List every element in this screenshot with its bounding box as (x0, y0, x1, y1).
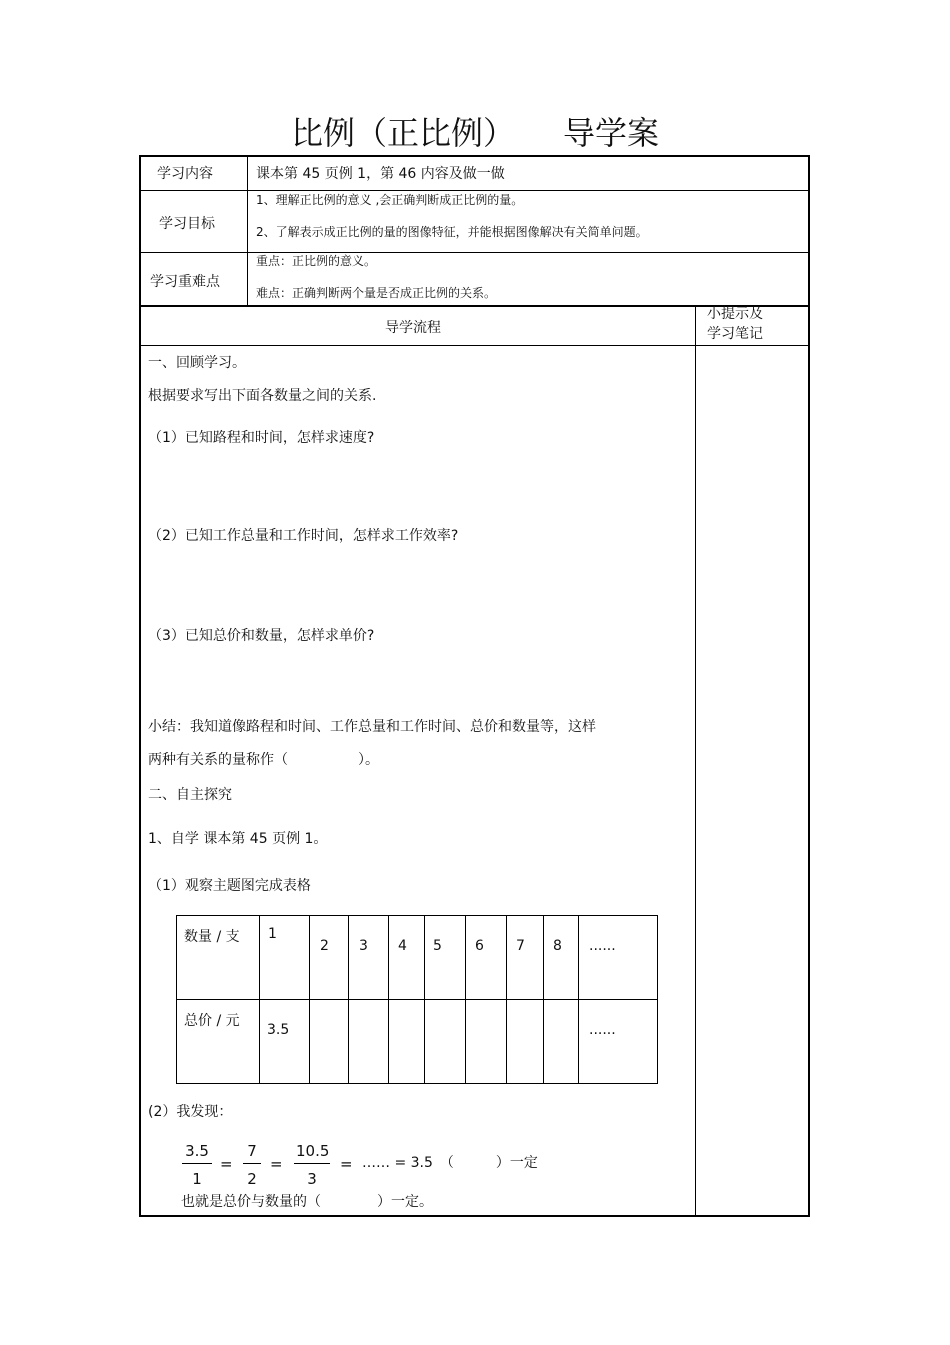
section-2-title: 二、自主探究 (148, 787, 232, 803)
objective-label: 学习目标 (159, 216, 215, 232)
table-cell: 2 (320, 938, 329, 954)
fraction-denominator: 1 (192, 1170, 202, 1188)
label-column-divider (247, 157, 248, 305)
row-divider (141, 190, 808, 191)
fraction-numerator: 7 (243, 1142, 261, 1164)
fraction-1 (182, 1142, 212, 1188)
fraction-numerator: 3.5 (182, 1142, 212, 1164)
key-point: 重点：正比例的意义。 (256, 254, 377, 268)
conclusion: 也就是总价与数量的（ ）一定。 (181, 1194, 433, 1210)
table-row (177, 1000, 658, 1084)
fraction-denominator: 2 (247, 1170, 257, 1188)
table-cell: 5 (433, 938, 442, 954)
section-2-item-1: 1、自学 课本第 45 页例 1。 (148, 831, 328, 847)
question-1: （1）已知路程和时间，怎样求速度? (148, 430, 375, 446)
equals-sign: = (220, 1155, 233, 1173)
table-cell: ...... (589, 938, 616, 954)
table-cell: 3 (359, 938, 368, 954)
section-1-title: 一、回顾学习。 (148, 355, 246, 371)
flow-header: 导学流程 (385, 320, 441, 336)
notes-column-divider (695, 307, 696, 1215)
question-3: （3）已知总价和数量，怎样求单价? (148, 628, 375, 644)
fraction-numerator: 10.5 (294, 1142, 330, 1164)
table-row (177, 916, 658, 1000)
summary-line-2: 两种有关系的量称作（ ）。 (148, 752, 379, 768)
table-cell: 8 (553, 938, 562, 954)
table-cell: 3.5 (267, 1022, 290, 1038)
table-cell: ...... (589, 1022, 616, 1038)
table-cell: 7 (516, 938, 525, 954)
section-2-sub-2: (2）我发现： (148, 1104, 233, 1120)
difficult-point: 难点：正确判断两个量是否成正比例的关系。 (256, 286, 497, 300)
equals-sign: = (340, 1155, 353, 1173)
content-value: 课本第 45 页例 1，第 46 内容及做一做 (256, 166, 505, 182)
row-divider (141, 252, 808, 253)
section-1-intro: 根据要求写出下面各数量之间的关系. (148, 388, 377, 404)
summary-line-1: 小结：我知道像路程和时间、工作总量和工作时间、总价和数量等，这样 (148, 719, 596, 735)
table-cell: 4 (398, 938, 407, 954)
objective-2: 2、了解表示成正比例的量的图像特征，并能根据图像解决有关简单问题。 (256, 225, 648, 239)
fraction-denominator: 3 (307, 1170, 317, 1188)
notes-header: 小提示及 (707, 306, 763, 322)
key-points-label: 学习重难点 (150, 274, 220, 290)
flow-header-divider (141, 345, 808, 346)
table-cell: 数量 / 支 (184, 929, 240, 945)
question-2: （2）已知工作总量和工作时间，怎样求工作效率? (148, 528, 459, 544)
price-quantity-table (176, 915, 658, 1084)
table-cell: 1 (268, 926, 277, 942)
notes-header: 学习笔记 (707, 326, 763, 342)
equals-sign: = (270, 1155, 283, 1173)
fraction-2 (243, 1142, 261, 1188)
equation-tail: …… = 3.5 （ ）一定 (362, 1155, 538, 1171)
page-title: 比例（正比例） 导学案 (290, 114, 659, 152)
section-2-sub-1: （1）观察主题图完成表格 (148, 878, 311, 894)
table-cell: 总价 / 元 (184, 1013, 240, 1029)
table-cell: 6 (475, 938, 484, 954)
objective-1: 1、理解正比例的意义 ,会正确判断成正比例的量。 (256, 193, 524, 207)
fraction-3 (294, 1142, 330, 1188)
content-label: 学习内容 (157, 166, 213, 182)
